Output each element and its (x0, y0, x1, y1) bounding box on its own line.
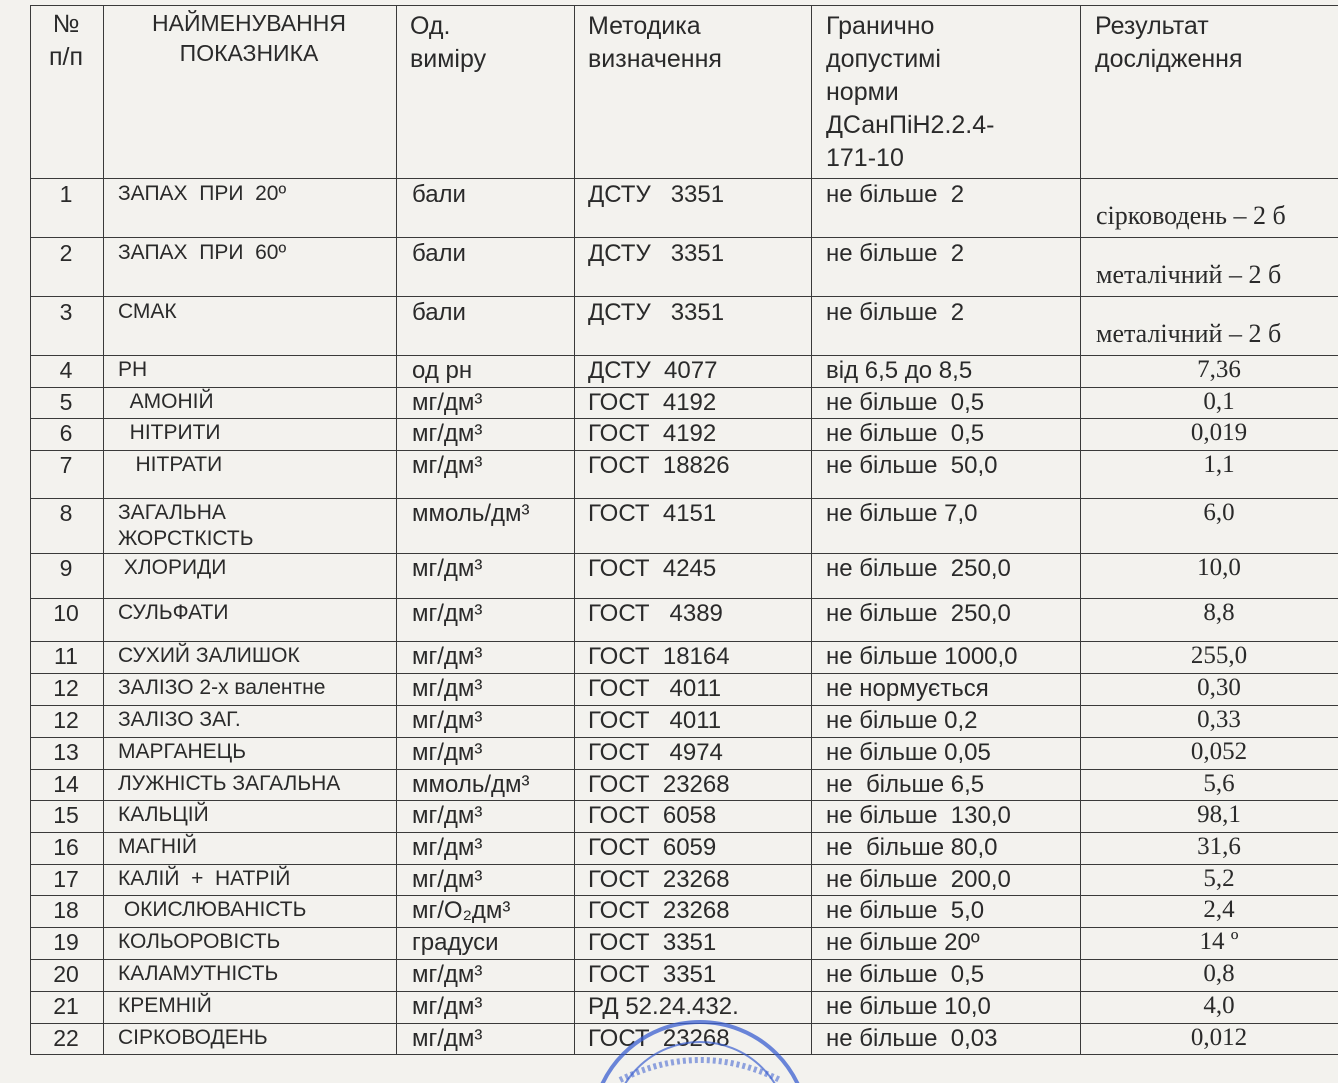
result-cell: 98,1 (1197, 801, 1241, 828)
result-cell: 14 º (1199, 928, 1239, 955)
indicator-name: КАЛАМУТНІСТЬ (118, 962, 279, 985)
norm-cell: не більше 250,0 (826, 600, 1011, 627)
row-divider (30, 959, 1338, 960)
row-divider (30, 927, 1338, 928)
row-number: 5 (59, 389, 73, 415)
norm-cell: не більше 0,03 (826, 1025, 998, 1052)
row-number: 16 (53, 834, 79, 860)
unit-cell: мг/дм³ (412, 1025, 483, 1052)
method-cell: ГОСТ 4192 (588, 420, 717, 447)
indicator-name: ЗАЛІЗО ЗАГ. (118, 708, 241, 731)
row-number: 2 (59, 240, 73, 266)
unit-cell: мг/дм³ (412, 834, 483, 861)
norm-cell: від 6,5 до 8,5 (826, 357, 973, 384)
indicator-name: РН (118, 358, 148, 381)
method-cell: РД 52.24.432. (588, 993, 739, 1020)
unit-cell: мг/дм³ (412, 389, 483, 416)
result-cell: 5,2 (1203, 865, 1235, 892)
method-cell: ГОСТ 6059 (588, 834, 717, 861)
row-number: 12 (53, 707, 79, 733)
row-number: 4 (59, 357, 73, 383)
unit-cell: мг/дм³ (412, 866, 483, 893)
method-cell: ГОСТ 23268 (588, 1025, 730, 1052)
row-divider (30, 387, 1338, 388)
method-cell: ГОСТ 4011 (588, 675, 722, 702)
row-number: 17 (53, 866, 79, 892)
unit-cell: мг/О₂дм³ (412, 897, 511, 924)
unit-cell: мг/дм³ (412, 707, 483, 734)
row-divider (30, 864, 1338, 865)
norm-cell: не більше 6,5 (826, 771, 985, 798)
method-cell: ГОСТ 4974 (588, 739, 723, 766)
indicator-name: КАЛЬЦІЙ (118, 803, 209, 826)
row-divider (30, 832, 1338, 833)
row-number: 1 (59, 181, 73, 207)
unit-cell: бали (412, 240, 466, 267)
row-divider (30, 769, 1338, 770)
row-number: 12 (53, 675, 79, 701)
row-number: 7 (59, 452, 73, 478)
method-cell: ГОСТ 18826 (588, 452, 730, 479)
result-cell: металічний – 2 б (1096, 319, 1282, 348)
method-cell: ГОСТ 4389 (588, 600, 723, 627)
result-cell: 0,33 (1197, 706, 1241, 733)
norm-cell: не нормується (826, 675, 989, 702)
row-divider (30, 737, 1338, 738)
row-number: 10 (53, 600, 79, 626)
row-divider (30, 673, 1338, 674)
unit-cell: бали (412, 181, 466, 208)
indicator-name: ЗАЛІЗО 2-х валентне (118, 676, 326, 699)
norm-cell: не більше 50,0 (826, 452, 998, 479)
method-cell: ГОСТ 18164 (588, 643, 730, 670)
header-method: Методика визначення (588, 12, 722, 73)
result-cell: 5,6 (1203, 770, 1235, 797)
result-cell: 4,0 (1203, 992, 1235, 1019)
method-cell: ДСТУ 3351 (588, 240, 725, 267)
norm-cell: не більше 200,0 (826, 866, 1011, 893)
indicator-name: МАГНІЙ (118, 835, 197, 858)
result-cell: 255,0 (1190, 642, 1248, 669)
unit-cell: мг/дм³ (412, 600, 483, 627)
row-divider (30, 895, 1338, 896)
column-divider (574, 5, 575, 1054)
method-cell: ГОСТ 4245 (588, 555, 717, 582)
indicator-name: КАЛІЙ + НАТРІЙ (118, 867, 291, 890)
row-divider (30, 355, 1338, 356)
indicator-name: НІТРАТИ (118, 453, 223, 476)
method-cell: ДСТУ 3351 (588, 181, 725, 208)
header-norm: Гранично допустимі норми ДСанПіН2.2.4- 171-10 (826, 12, 995, 172)
norm-cell: не більше 0,5 (826, 389, 985, 416)
norm-cell: не більше 0,05 (826, 739, 991, 766)
row-divider (30, 498, 1338, 499)
unit-cell: мг/дм³ (412, 555, 483, 582)
indicator-name: ЗАГАЛЬНА ЖОРСТКІСТЬ (118, 501, 254, 550)
row-divider (30, 991, 1338, 992)
result-cell: 0,012 (1190, 1024, 1248, 1051)
header-result: Результат дослідження (1095, 12, 1243, 73)
method-cell: ГОСТ 23268 (588, 897, 730, 924)
norm-cell: не більше 0,5 (826, 961, 985, 988)
indicator-name: ЗАПАХ ПРИ 60º (118, 241, 287, 264)
result-cell: 0,019 (1190, 419, 1248, 446)
result-cell: 31,6 (1197, 833, 1241, 860)
norm-cell: не більше 250,0 (826, 555, 1011, 582)
row-divider (30, 418, 1338, 419)
unit-cell: мг/дм³ (412, 675, 483, 702)
unit-cell: мг/дм³ (412, 802, 483, 829)
row-divider (30, 705, 1338, 706)
indicator-name: МАРГАНЕЦЬ (118, 740, 246, 763)
result-cell: 2,4 (1203, 896, 1235, 923)
result-cell: 0,1 (1203, 388, 1235, 415)
result-cell: 0,052 (1190, 738, 1248, 765)
result-cell: 0,8 (1203, 960, 1235, 987)
column-divider (103, 5, 104, 1054)
column-divider (811, 5, 812, 1054)
row-divider (30, 800, 1338, 801)
result-cell: 7,36 (1197, 356, 1241, 383)
result-cell: 6,0 (1203, 499, 1235, 526)
row-number: 22 (53, 1025, 79, 1051)
unit-cell: мг/дм³ (412, 420, 483, 447)
row-number: 6 (59, 420, 73, 446)
row-number: 3 (59, 299, 73, 325)
unit-cell: мг/дм³ (412, 961, 483, 988)
result-cell: металічний – 2 б (1096, 260, 1282, 289)
header-num: № п/п (48, 10, 84, 71)
row-divider (30, 237, 1338, 238)
norm-cell: не більше 2 (826, 181, 965, 208)
row-number: 14 (53, 771, 79, 797)
indicator-name: ЗАПАХ ПРИ 20º (118, 182, 287, 205)
norm-cell: не більше 1000,0 (826, 643, 1018, 670)
indicator-name: СМАК (118, 300, 177, 323)
indicator-name: СУЛЬФАТИ (118, 601, 229, 624)
row-divider (30, 450, 1338, 451)
method-cell: ДСТУ 3351 (588, 299, 725, 326)
method-cell: ГОСТ 3351 (588, 961, 717, 988)
method-cell: ГОСТ 3351 (588, 929, 717, 956)
norm-cell: не більше 2 (826, 299, 965, 326)
row-number: 11 (54, 643, 78, 669)
unit-cell: мг/дм³ (412, 739, 483, 766)
row-number: 15 (53, 802, 79, 828)
column-divider (1080, 5, 1081, 1054)
norm-cell: не більше 130,0 (826, 802, 1011, 829)
header-unit: Од. виміру (410, 12, 487, 73)
column-divider (396, 5, 397, 1054)
norm-cell: не більше 80,0 (826, 834, 998, 861)
row-number: 13 (53, 739, 79, 765)
method-cell: ГОСТ 23268 (588, 771, 730, 798)
norm-cell: не більше 10,0 (826, 993, 991, 1020)
row-divider (30, 598, 1338, 599)
norm-cell: не більше 7,0 (826, 500, 978, 527)
norm-cell: не більше 0,5 (826, 420, 985, 447)
norm-cell: не більше 20º (826, 929, 980, 956)
method-cell: ГОСТ 4151 (588, 500, 717, 527)
row-divider (30, 5, 1338, 6)
row-divider (30, 641, 1338, 642)
method-cell: ГОСТ 6058 (588, 802, 717, 829)
row-divider (30, 553, 1338, 554)
row-number: 19 (53, 929, 79, 955)
indicator-name: НІТРИТИ (118, 421, 221, 444)
indicator-name: ЛУЖНІСТЬ ЗАГАЛЬНА (118, 772, 341, 795)
indicator-name: ХЛОРИДИ (118, 556, 227, 579)
indicator-name: СІРКОВОДЕНЬ (118, 1026, 268, 1049)
header-name: НАЙМЕНУВАННЯ ПОКАЗНИКА (152, 10, 346, 66)
row-number: 8 (59, 500, 73, 526)
row-number: 21 (53, 993, 79, 1019)
row-divider (30, 296, 1338, 297)
indicator-name: КОЛЬОРОВІСТЬ (118, 930, 281, 953)
method-cell: ДСТУ 4077 (588, 357, 718, 384)
method-cell: ГОСТ 4192 (588, 389, 717, 416)
norm-cell: не більше 2 (826, 240, 965, 267)
result-cell: 10,0 (1197, 554, 1241, 581)
row-divider (30, 178, 1338, 179)
indicator-name: АМОНІЙ (118, 390, 214, 413)
unit-cell: мг/дм³ (412, 452, 483, 479)
row-number: 20 (53, 961, 79, 987)
row-number: 18 (53, 897, 79, 923)
norm-cell: не більше 5,0 (826, 897, 985, 924)
result-cell: сірководень – 2 б (1096, 201, 1286, 230)
unit-cell: мг/дм³ (412, 993, 483, 1020)
result-cell: 0,30 (1197, 674, 1241, 701)
method-cell: ГОСТ 23268 (588, 866, 730, 893)
unit-cell: мг/дм³ (412, 643, 483, 670)
indicator-name: ОКИСЛЮВАНІСТЬ (118, 898, 307, 921)
row-number: 9 (59, 555, 73, 581)
unit-cell: градуси (412, 929, 499, 956)
unit-cell: бали (412, 299, 466, 326)
method-cell: ГОСТ 4011 (588, 707, 722, 734)
column-divider (30, 5, 31, 1054)
indicator-name: СУХИЙ ЗАЛИШОК (118, 644, 300, 667)
unit-cell: ммоль/дм³ (412, 771, 530, 798)
unit-cell: од рн (412, 357, 473, 384)
result-cell: 1,1 (1203, 451, 1235, 478)
indicator-name: КРЕМНІЙ (118, 994, 212, 1017)
stamp-seal (560, 1020, 860, 1083)
unit-cell: ммоль/дм³ (412, 500, 530, 527)
result-cell: 8,8 (1203, 599, 1235, 626)
norm-cell: не більше 0,2 (826, 707, 978, 734)
